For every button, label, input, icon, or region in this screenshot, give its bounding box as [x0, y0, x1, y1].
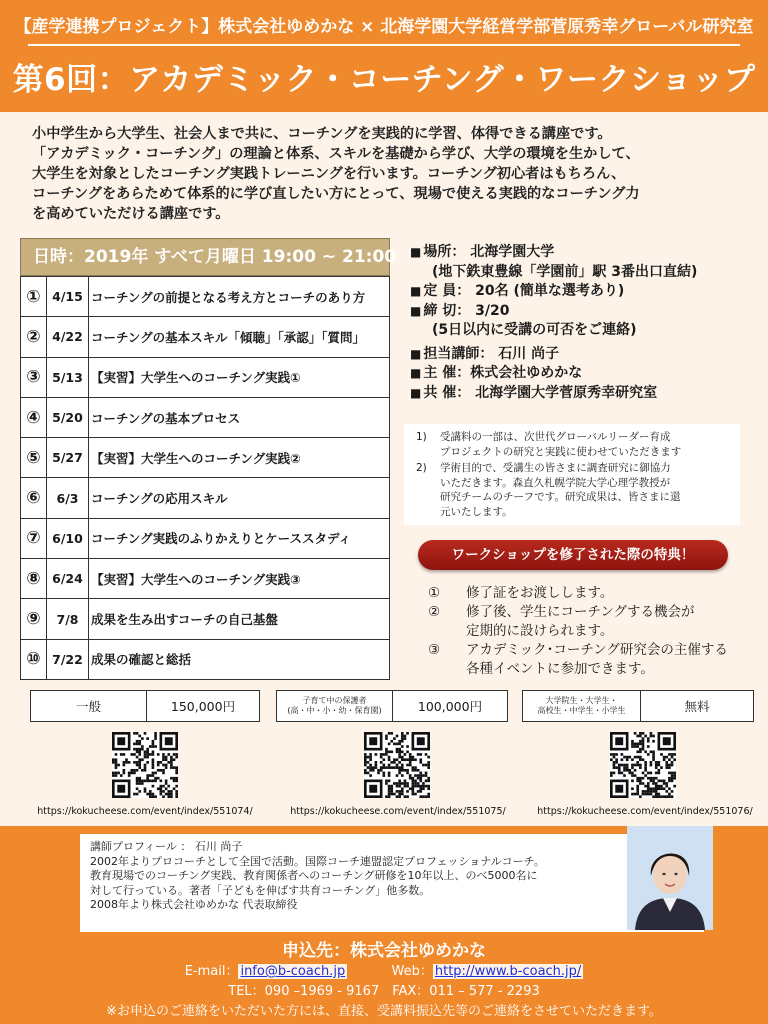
- price-parents: [276, 690, 508, 722]
- deadline-detail: (5日以内に受講の可否をご連絡): [432, 322, 637, 338]
- benefits-list: [428, 584, 748, 679]
- organizer-row: ■ 主 催：株式会社ゆめかな: [410, 365, 583, 381]
- session-date: 4/22: [47, 317, 89, 357]
- event-info: [410, 243, 760, 403]
- capacity-value: 20名 (簡単な選考あり): [475, 283, 625, 299]
- schedule-row: [21, 438, 390, 478]
- session-number: ⑨: [21, 599, 47, 639]
- session-topic: コーチングの前提となる考え方とコーチのあり方: [89, 277, 390, 317]
- contact-note: ※お申込のご連絡をいただいた方には、直接、受講料振込先等のご連絡をさせていただきます。: [106, 1004, 662, 1019]
- instructor-profile: [80, 834, 704, 932]
- session-topic: コーチングの基本プロセス: [89, 397, 390, 437]
- session-date: 5/13: [47, 357, 89, 397]
- qr-code-icon[interactable]: [610, 732, 676, 798]
- notes-box: [404, 424, 740, 525]
- session-topic: 【実習】大学生へのコーチング実践③: [89, 559, 390, 599]
- page-title: 第6回：アカデミック・コーチング・ワークショップ: [12, 62, 756, 98]
- header-divider: [28, 44, 740, 46]
- registration-link-parents[interactable]: https://kokucheese.com/event/index/551075/: [290, 806, 506, 817]
- session-number: ④: [21, 397, 47, 437]
- session-date: 6/10: [47, 518, 89, 558]
- session-number: ②: [21, 317, 47, 357]
- session-date: 7/22: [47, 639, 89, 679]
- session-topic: コーチングの基本スキル「傾聴」「承認」「質問」: [89, 317, 390, 357]
- place-value: 北海学園大学: [470, 244, 555, 260]
- header-banner: [0, 0, 768, 112]
- session-number: ⑤: [21, 438, 47, 478]
- benefit-item: ③ アカデミック･コーチング研究会の主催する 各種イベントに参加できます。: [428, 642, 728, 677]
- session-date: 4/15: [47, 277, 89, 317]
- benefit-item: ② 修了後、学生にコーチングする機会が 定期的に設けられます。: [428, 604, 695, 639]
- cohost-row: ■ 共 催： 北海学園大学菅原秀幸研究室: [410, 384, 658, 401]
- schedule-table: [20, 276, 390, 680]
- profile-line: 2002年よりプロコーチとして全国で活動。国際コーチ連盟認定プロフェッショナルコーチ。: [90, 854, 545, 868]
- price-amount: 無料: [684, 699, 710, 714]
- contact-email-web: E-mail： info@b-coach.jp Web： http://www.b-coach.jp/: [184, 964, 582, 979]
- session-topic: 【実習】大学生へのコーチング実践①: [89, 357, 390, 397]
- session-number: ③: [21, 357, 47, 397]
- price-amount: 100,000円: [417, 699, 483, 714]
- profile-line: 2008年より株式会社ゆめかな 代表取締役: [90, 898, 298, 912]
- intro-line: を高めていただける講座です。: [32, 206, 230, 222]
- note-item: 1) 受講料の一部は、次世代グローバルリーダー育成 プロジェクトの研究と実践に使わせていただきます: [416, 431, 682, 458]
- intro-line: コーチングをあらためて体系的に学び直したい方にとって、現場で使える実践的なコーチング力: [32, 186, 640, 202]
- cohost-value: 北海学園大学菅原秀幸研究室: [475, 384, 658, 401]
- contact-company: 申込先：株式会社ゆめかな: [282, 941, 486, 961]
- schedule-row: [21, 599, 390, 639]
- session-date: 6/3: [47, 478, 89, 518]
- schedule-row: [21, 277, 390, 317]
- session-date: 6/24: [47, 559, 89, 599]
- schedule-banner: 日時：2019年 すべて月曜日 19:00 ~ 21:00: [20, 238, 390, 276]
- qr-code-icon[interactable]: [364, 732, 430, 798]
- session-number: ⑩: [21, 639, 47, 679]
- intro-line: 大学生を対象としたコーチング実践トレーニングを行います。コーチング初心者はもちろん、: [32, 166, 626, 182]
- intro-line: 「アカデミック・コーチング」の理論と体系、スキルを基礎から学び、大学の環境を生かして、: [32, 146, 640, 162]
- schedule-row: [21, 317, 390, 357]
- intro-line: 小中学生から大学生、社会人まで共に、コーチングを実践的に学習、体得できる講座です。: [32, 126, 612, 142]
- organizer-value: 株式会社ゆめかな: [470, 365, 583, 381]
- session-topic: 成果の確認と総括: [89, 639, 390, 679]
- session-topic: 【実習】大学生へのコーチング実践②: [89, 438, 390, 478]
- registration-link-students[interactable]: https://kokucheese.com/event/index/551076/: [537, 806, 753, 817]
- schedule-row: [21, 357, 390, 397]
- intro-paragraph: [32, 124, 742, 224]
- instructor-row: ■ 担当講師： 石川 尚子: [410, 345, 560, 362]
- price-category: 大学院生・大学生・ 高校生・中学生・小学生: [523, 691, 641, 721]
- deadline-value: 3/20: [475, 302, 510, 319]
- website-link[interactable]: http://www.b-coach.jp/: [434, 964, 582, 979]
- note-item: 2) 学術目的で、受講生の皆さまに調査研究に御協力 いただきます。森直久札幌学院大学心理学教授が 研究チームのチーフです。研究成果は、皆さまに還 元いたします。: [416, 462, 681, 518]
- qr-code-icon[interactable]: [112, 732, 178, 798]
- capacity-row: ■ 定 員： 20名 (簡単な選考あり): [410, 283, 625, 299]
- place-detail: (地下鉄東豊線「学園前」駅 3番出口直結): [432, 263, 698, 280]
- contact-phone-fax: TEL：090 –1969 - 9167 FAX：011 – 577 - 2293: [228, 984, 540, 999]
- registration-link-general[interactable]: https://kokucheese.com/event/index/551074/: [37, 806, 253, 817]
- schedule-row: [21, 478, 390, 518]
- price-category: 子育て中の保護者 (高・中・小・幼・保育園): [277, 691, 393, 721]
- session-topic: コーチング実践のふりかえりとケーススタディ: [89, 518, 390, 558]
- schedule-row: [21, 559, 390, 599]
- session-date: 5/27: [47, 438, 89, 478]
- schedule-row: [21, 397, 390, 437]
- session-number: ①: [21, 277, 47, 317]
- project-subtitle: 【産学連携プロジェクト】株式会社ゆめかな × 北海学園大学経営学部菅原秀幸グローバル研究室: [14, 17, 754, 37]
- session-topic: 成果を生み出すコーチの自己基盤: [89, 599, 390, 639]
- session-number: ⑧: [21, 559, 47, 599]
- price-category: 一般: [31, 691, 147, 721]
- benefit-item: ① 修了証をお渡しします。: [428, 585, 614, 601]
- schedule-block: [20, 238, 397, 680]
- session-number: ⑥: [21, 478, 47, 518]
- benefits-title-pill: ワークショップを修了された際の特典！: [418, 540, 728, 570]
- session-date: 5/20: [47, 397, 89, 437]
- deadline-row: ■ 締 切： 3/20: [410, 302, 510, 319]
- session-number: ⑦: [21, 518, 47, 558]
- schedule-row: [21, 639, 390, 679]
- schedule-row: [21, 518, 390, 558]
- profile-line: 教育現場でのコーチング実践、教育関係者へのコーチング研修を10年以上、のべ5000名に: [90, 869, 538, 883]
- profile-heading: 講師プロフィール ： 石川 尚子: [90, 840, 243, 853]
- place-row: ■ 場所： 北海学園大学: [410, 244, 555, 260]
- instructor-photo: [627, 826, 713, 930]
- instructor-value: 石川 尚子: [498, 345, 560, 362]
- session-topic: コーチングの応用スキル: [89, 478, 390, 518]
- profile-line: 対して行っている。著者「子どもを伸ばす共育コーチング」他多数。: [90, 883, 431, 897]
- price-students: [522, 690, 754, 722]
- price-general: [30, 690, 260, 722]
- email-link[interactable]: info@b-coach.jp: [240, 964, 346, 979]
- session-date: 7/8: [47, 599, 89, 639]
- price-amount: 150,000円: [170, 699, 236, 714]
